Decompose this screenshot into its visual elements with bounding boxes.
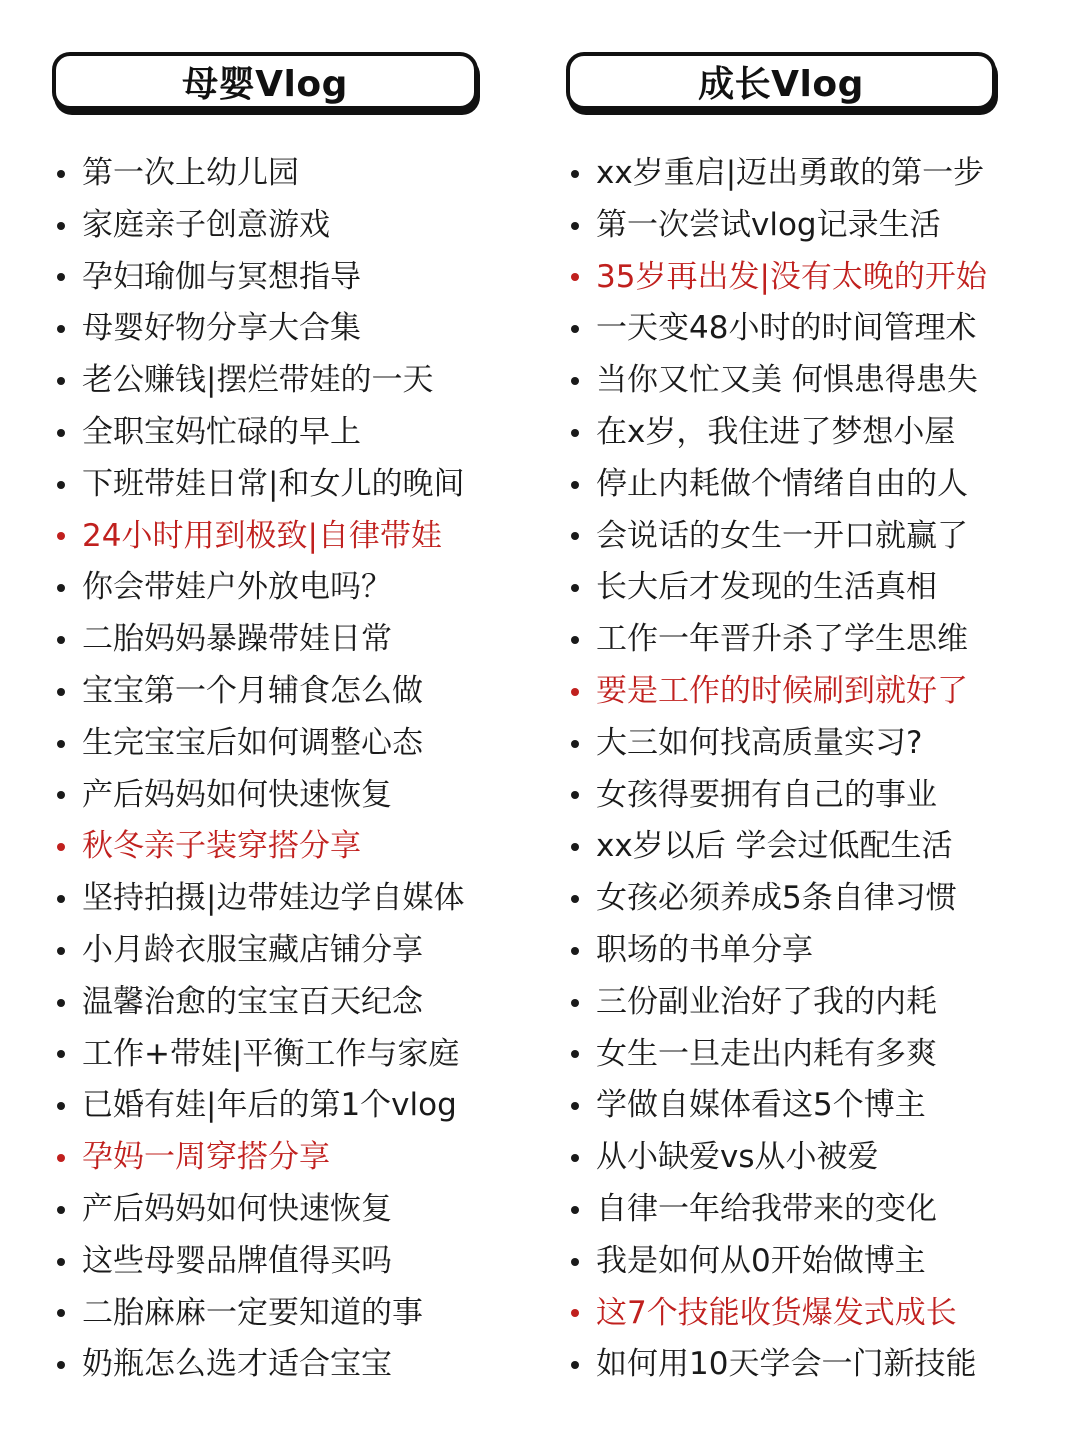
bullet-icon: [57, 843, 65, 851]
list-item-text: 产后妈妈如何快速恢复: [82, 776, 392, 813]
bullet-icon: [571, 843, 579, 851]
list-item-text: 停止内耗做个情绪自由的人: [596, 465, 968, 502]
list-item-text: 孕妈一周穿搭分享: [82, 1139, 330, 1176]
list-item: [566, 1080, 987, 1132]
list-item-text: 如何用10天学会一门新技能: [596, 1346, 977, 1383]
list-item: [52, 407, 464, 459]
list-item-text: 母婴好物分享大合集: [82, 310, 361, 347]
bullet-icon: [57, 584, 65, 592]
left-header: [52, 52, 478, 110]
list-item-text: 会说话的女生一开口就赢了: [596, 517, 968, 554]
list-item-text: 这7个技能收货爆发式成长: [596, 1294, 957, 1331]
bullet-icon: [571, 584, 579, 592]
list-item: [52, 821, 464, 873]
bullet-icon: [571, 1154, 579, 1162]
bullet-icon: [571, 481, 579, 489]
list-item-text: 二胎妈妈暴躁带娃日常: [82, 621, 392, 658]
bullet-icon: [57, 740, 65, 748]
list-item-text: 宝宝第一个月辅食怎么做: [82, 672, 423, 709]
list-item: [566, 511, 987, 563]
list-item-text: xx岁以后 学会过低配生活: [596, 828, 953, 865]
list-item-text: 已婚有娃|年后的第1个vlog: [82, 1087, 457, 1124]
list-item: [566, 770, 987, 822]
bullet-icon: [571, 170, 579, 178]
list-item-text: 二胎麻麻一定要知道的事: [82, 1294, 423, 1331]
bullet-icon: [571, 222, 579, 230]
list-item: [52, 1029, 464, 1081]
bullet-icon: [57, 999, 65, 1007]
list-item: [566, 1339, 987, 1391]
bullet-icon: [571, 791, 579, 799]
bullet-icon: [571, 1206, 579, 1214]
list-item: [566, 200, 987, 252]
list-item: [52, 718, 464, 770]
bullet-icon: [57, 1309, 65, 1317]
list-item-text: 当你又忙又美 何惧患得患失: [596, 362, 978, 399]
list-item: [52, 1132, 464, 1184]
list-item: [52, 1184, 464, 1236]
list-item-text: 24小时用到极致|自律带娃: [82, 517, 442, 554]
list-item: [52, 1339, 464, 1391]
list-item-text: 职场的书单分享: [596, 931, 813, 968]
list-item: [566, 1288, 987, 1340]
list-item: [566, 459, 987, 511]
list-item-text: 自律一年给我带来的变化: [596, 1190, 937, 1227]
list-item-text: 全职宝妈忙碌的早上: [82, 413, 361, 450]
bullet-icon: [57, 1102, 65, 1110]
list-item-text: 这些母婴品牌值得买吗: [82, 1242, 392, 1279]
bullet-icon: [571, 688, 579, 696]
bullet-icon: [57, 1258, 65, 1266]
list-item-text: 老公赚钱|摆烂带娃的一天: [82, 362, 434, 399]
bullet-icon: [57, 947, 65, 955]
list-item: [52, 925, 464, 977]
bullet-icon: [57, 1361, 65, 1369]
list-item-text: 在x岁，我住进了梦想小屋: [596, 413, 956, 450]
list-item: [566, 977, 987, 1029]
list-item-text: 生完宝宝后如何调整心态: [82, 724, 423, 761]
list-item: [52, 666, 464, 718]
list-item-text: 工作一年晋升杀了学生思维: [596, 621, 968, 658]
bullet-icon: [57, 170, 65, 178]
bullet-icon: [571, 1102, 579, 1110]
list-item: [566, 1236, 987, 1288]
list-item-text: 女孩必须养成5条自律习惯: [596, 880, 957, 917]
list-item: [52, 1236, 464, 1288]
list-item: [52, 873, 464, 925]
list-item: [566, 1184, 987, 1236]
list-item-text: 35岁再出发|没有太晚的开始: [596, 258, 987, 295]
right-header: [566, 52, 996, 110]
bullet-icon: [57, 636, 65, 644]
list-item-text: 学做自媒体看这5个博主: [596, 1087, 926, 1124]
bullet-icon: [57, 532, 65, 540]
list-item: [52, 977, 464, 1029]
bullet-icon: [57, 1154, 65, 1162]
bullet-icon: [57, 895, 65, 903]
list-item-text: 温馨治愈的宝宝百天纪念: [82, 983, 423, 1020]
list-item: [566, 718, 987, 770]
list-item: [566, 873, 987, 925]
right-title: 成长Vlog: [698, 63, 864, 105]
left-column: [52, 52, 532, 1383]
bullet-icon: [571, 1309, 579, 1317]
list-item: [52, 562, 464, 614]
list-item: [566, 252, 987, 304]
bullet-icon: [57, 377, 65, 385]
bullet-icon: [57, 481, 65, 489]
bullet-icon: [571, 947, 579, 955]
bullet-icon: [571, 1050, 579, 1058]
list-item: [52, 252, 464, 304]
list-item: [566, 355, 987, 407]
list-item-text: 长大后才发现的生活真相: [596, 569, 937, 606]
list-item: [566, 1029, 987, 1081]
list-item-text: 第一次上幼儿园: [82, 155, 299, 191]
list-item: [566, 407, 987, 459]
right-topic-list: [566, 148, 987, 1391]
bullet-icon: [57, 222, 65, 230]
list-item-text: 下班带娃日常|和女儿的晚间: [82, 465, 465, 502]
list-item: [52, 511, 464, 563]
left-topic-list: [52, 148, 464, 1391]
bullet-icon: [57, 429, 65, 437]
list-item-text: 女孩得要拥有自己的事业: [596, 776, 937, 813]
bullet-icon: [57, 791, 65, 799]
bullet-icon: [571, 532, 579, 540]
list-item-text: 家庭亲子创意游戏: [82, 206, 330, 243]
list-item: [52, 355, 464, 407]
list-item: [566, 562, 987, 614]
bullet-icon: [571, 1361, 579, 1369]
list-item-text: 奶瓶怎么选才适合宝宝: [82, 1346, 392, 1383]
bullet-icon: [571, 636, 579, 644]
list-item: [52, 303, 464, 355]
list-item-text: 小月龄衣服宝藏店铺分享: [82, 931, 423, 968]
list-item: [52, 1288, 464, 1340]
left-title: 母婴Vlog: [182, 63, 348, 105]
list-item: [566, 614, 987, 666]
list-item: [566, 925, 987, 977]
bullet-icon: [571, 1258, 579, 1266]
bullet-icon: [57, 1050, 65, 1058]
list-item-text: 坚持拍摄|边带娃边学自媒体: [82, 880, 465, 917]
list-item-text: 工作+带娃|平衡工作与家庭: [82, 1035, 460, 1072]
bullet-icon: [57, 1206, 65, 1214]
list-item: [566, 148, 987, 200]
list-item: [52, 200, 464, 252]
bullet-icon: [57, 273, 65, 281]
list-item-text: 从小缺爱vs从小被爱: [596, 1139, 879, 1176]
list-item: [52, 459, 464, 511]
bullet-icon: [571, 377, 579, 385]
list-item: [566, 821, 987, 873]
list-item-text: 第一次尝试vlog记录生活: [596, 206, 941, 243]
bullet-icon: [571, 325, 579, 333]
list-item: [566, 666, 987, 718]
list-item-text: 要是工作的时候刷到就好了: [596, 672, 968, 709]
bullet-icon: [571, 999, 579, 1007]
list-item: [52, 148, 464, 200]
list-item-text: 大三如何找高质量实习?: [596, 724, 923, 761]
bullet-icon: [571, 740, 579, 748]
list-item: [52, 1080, 464, 1132]
list-item-text: 你会带娃户外放电吗？: [82, 569, 392, 606]
list-item-text: 我是如何从0开始做博主: [596, 1242, 926, 1279]
bullet-icon: [571, 895, 579, 903]
list-item-text: 女生一旦走出内耗有多爽: [596, 1035, 937, 1072]
list-item-text: xx岁重启|迈出勇敢的第一步: [596, 155, 985, 191]
bullet-icon: [57, 688, 65, 696]
right-column: [566, 52, 1066, 1383]
list-item: [52, 770, 464, 822]
list-item: [566, 303, 987, 355]
list-item-text: 产后妈妈如何快速恢复: [82, 1190, 392, 1227]
list-item: [566, 1132, 987, 1184]
list-item-text: 三份副业治好了我的内耗: [596, 983, 937, 1020]
list-item: [52, 614, 464, 666]
bullet-icon: [57, 325, 65, 333]
list-item-text: 一天变48小时的时间管理术: [596, 310, 977, 347]
list-item-text: 秋冬亲子装穿搭分享: [82, 828, 361, 865]
bullet-icon: [571, 429, 579, 437]
list-item-text: 孕妇瑜伽与冥想指导: [82, 258, 361, 295]
bullet-icon: [571, 273, 579, 281]
